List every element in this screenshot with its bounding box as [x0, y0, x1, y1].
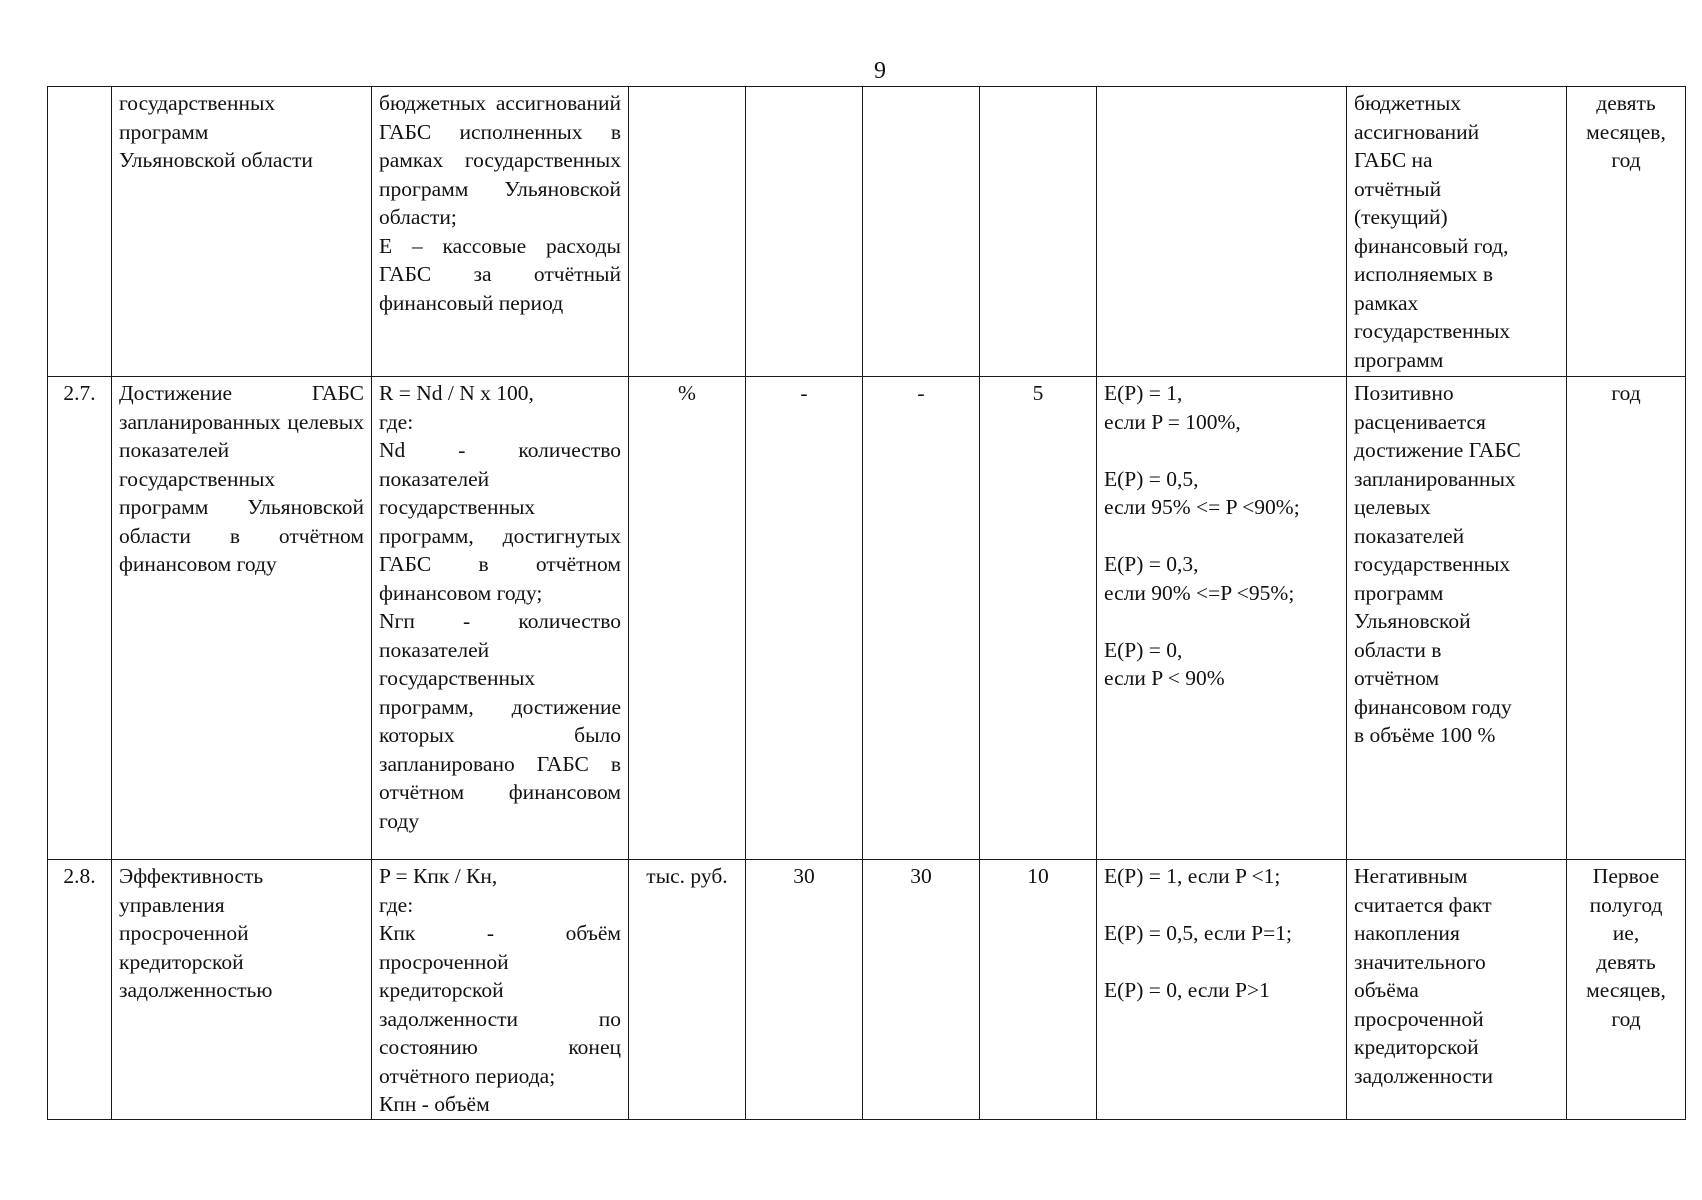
calculation-formula: R = Nd / N x 100, где: Nd - количество показателей государственных программ, достигнутых ГАБС в отчётном финансовом году; Nгп - количество показателей государственных программ, достижение которых было запланировано ГАБС в отчётном финансовом году [372, 377, 629, 860]
threshold-value-1: - [746, 377, 863, 860]
table-row [48, 860, 1686, 1120]
indicator-comment: бюджетных ассигнований ГАБС на отчётный (текущий) финансовый год, исполняемых в рамках государственных программ [1347, 87, 1567, 377]
threshold-value-1 [746, 87, 863, 377]
indicator-weight: 10 [980, 860, 1097, 1120]
page-number: 9 [874, 58, 886, 84]
threshold-value-1: 30 [746, 860, 863, 1120]
reporting-period: год [1567, 377, 1686, 860]
unit-of-measure [629, 87, 746, 377]
table-row [48, 87, 1686, 377]
reporting-period: Первое полугод ие, девять месяцев, год [1567, 860, 1686, 1120]
indicator-comment: Негативным считается факт накопления значительного объёма просроченной кредиторской задолженности [1347, 860, 1567, 1120]
indicator-name: Эффективность управления просроченной кредиторской задолженностью [112, 860, 372, 1120]
evaluation-rule [1097, 87, 1347, 377]
unit-of-measure: % [629, 377, 746, 860]
calculation-formula: P = Кпк / Кн, где: Кпк - объём просроченной кредиторской задолженности по состоянию конец отчётного периода; Кпн - объём [372, 860, 629, 1120]
unit-of-measure: тыс. руб. [629, 860, 746, 1120]
table-row [48, 377, 1686, 860]
indicator-weight [980, 87, 1097, 377]
evaluation-rule: E(P) = 1, если P <1; E(P) = 0,5, если P=1; E(P) = 0, если P>1 [1097, 860, 1347, 1120]
threshold-value-2: - [863, 377, 980, 860]
reporting-period: девять месяцев, год [1567, 87, 1686, 377]
indicator-name: государственных программ Ульяновской области [112, 87, 372, 377]
row-number [48, 87, 112, 377]
evaluation-rule: E(P) = 1, если P = 100%, E(P) = 0,5, если 95% <= P <90%; E(P) = 0,3, если 90% <=P <95%; E(P) = 0, если P < 90% [1097, 377, 1347, 860]
calculation-formula: бюджетных ассигнований ГАБС исполненных в рамках государственных программ Ульяновской области; Е – кассовые расходы ГАБС за отчётный финансовый период [372, 87, 629, 377]
criteria-table [47, 86, 1686, 1120]
threshold-value-2 [863, 87, 980, 377]
indicator-name: Достижение ГАБС запланированных целевых показателей государственных программ Ульяновской области в отчётном финансовом году [112, 377, 372, 860]
row-number: 2.8. [48, 860, 112, 1120]
row-number: 2.7. [48, 377, 112, 860]
indicator-comment: Позитивно расценивается достижение ГАБС запланированных целевых показателей государственных программ Ульяновской области в отчётном финансовом году в объёме 100 % [1347, 377, 1567, 860]
indicator-weight: 5 [980, 377, 1097, 860]
threshold-value-2: 30 [863, 860, 980, 1120]
